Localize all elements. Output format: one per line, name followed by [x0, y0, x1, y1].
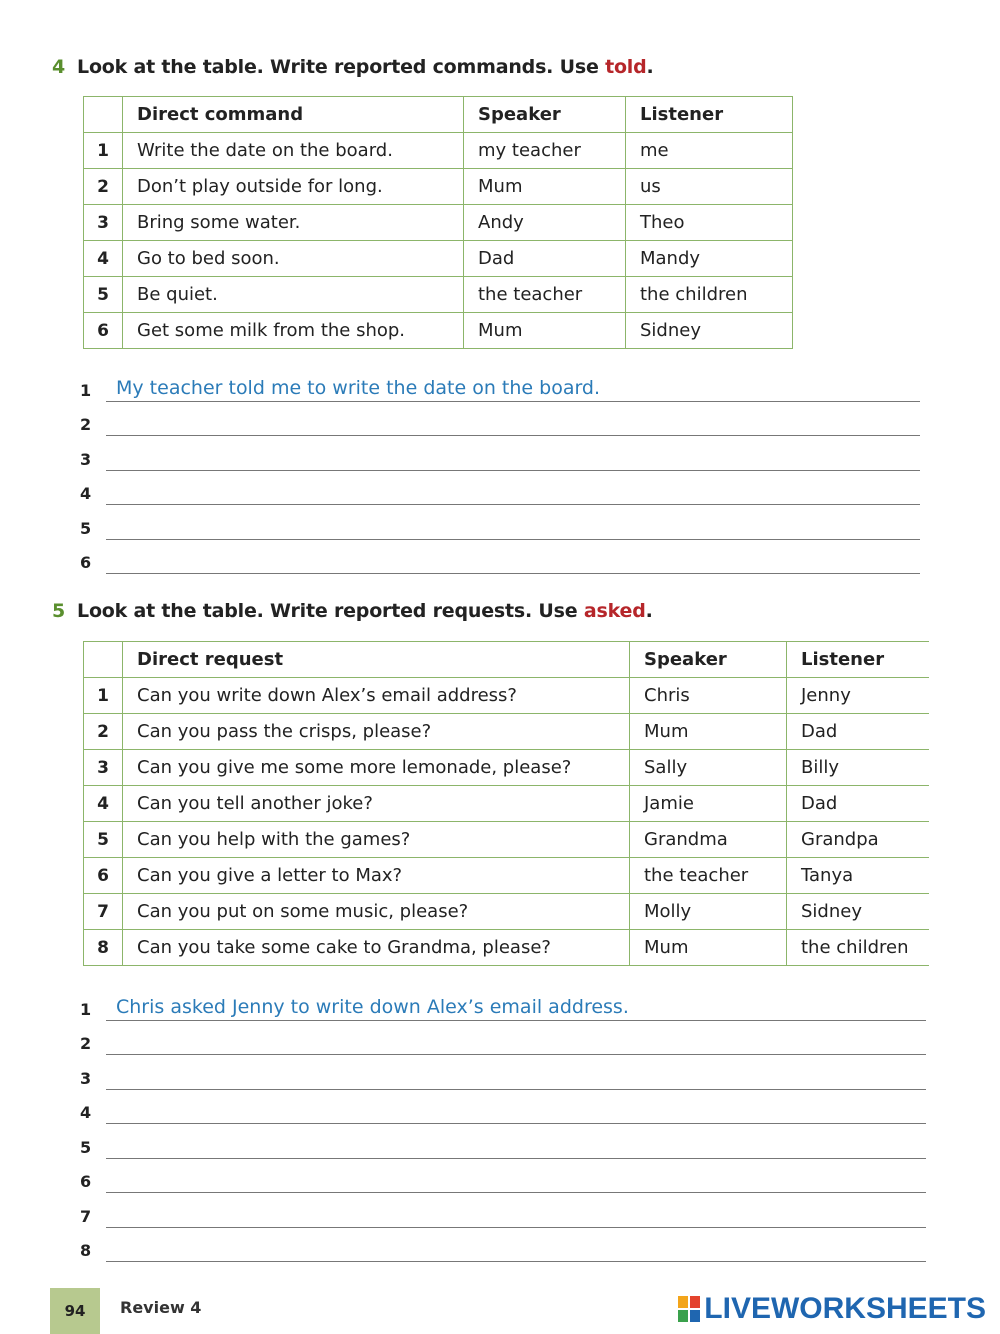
answer-line-4-6[interactable]: 6: [80, 546, 920, 574]
liveworksheets-logo[interactable]: [678, 1292, 986, 1326]
header-listener: Listener: [626, 97, 793, 133]
instruction: Look at the table. Write reported commands. Use: [77, 56, 606, 78]
answer-line-4-5[interactable]: 5: [80, 512, 920, 540]
answer-field[interactable]: [106, 513, 920, 540]
table-row: 5 Can you help with the games? Grandma Grandpa: [84, 822, 930, 858]
handwritten-answer: My teacher told me to write the date on the board.: [116, 377, 601, 399]
exercise-number: 4: [52, 56, 66, 78]
table-row: 1 Can you write down Alex’s email address? Chris Jenny: [84, 678, 930, 714]
answer-line-5-2[interactable]: 2: [80, 1027, 926, 1055]
table-row: 2 Can you pass the crisps, please? Mum Dad: [84, 714, 930, 750]
keyword: asked: [583, 600, 646, 622]
table-row: 4 Go to bed soon. Dad Mandy: [84, 241, 793, 277]
exercise-number: 5: [52, 600, 66, 622]
answer-line-5-1[interactable]: 1 Chris asked Jenny to write down Alex’s email address.: [80, 993, 926, 1021]
header-speaker: Speaker: [630, 642, 787, 678]
answer-line-4-3[interactable]: 3: [80, 443, 920, 471]
table-row: 3 Can you give me some more lemonade, please? Sally Billy: [84, 750, 930, 786]
header-direct-command: Direct command: [123, 97, 464, 133]
table-row: 4 Can you tell another joke? Jamie Dad: [84, 786, 930, 822]
exercise-5-heading: 5 Look at the table. Write reported requests. Use asked.: [52, 600, 653, 622]
page-number: 94: [50, 1288, 100, 1334]
table-row: 3 Bring some water. Andy Theo: [84, 205, 793, 241]
keyword: told: [605, 56, 647, 78]
handwritten-answer: Chris asked Jenny to write down Alex’s email address.: [116, 996, 629, 1018]
table-row: 5 Be quiet. the teacher the children: [84, 277, 793, 313]
answer-field[interactable]: [106, 1132, 926, 1159]
table-row: 6 Can you give a letter to Max? the teacher Tanya: [84, 858, 930, 894]
answer-line-5-7[interactable]: 7: [80, 1200, 926, 1228]
answer-field[interactable]: [106, 547, 920, 574]
header-direct-request: Direct request: [123, 642, 630, 678]
commands-table: [83, 96, 793, 349]
answer-field[interactable]: [106, 1201, 926, 1228]
header-number: [84, 97, 123, 133]
table-header-row: [84, 642, 930, 678]
table-row: 1 Write the date on the board. my teacher me: [84, 133, 793, 169]
table-row: 2 Don’t play outside for long. Mum us: [84, 169, 793, 205]
answer-field[interactable]: [106, 1235, 926, 1262]
header-listener: Listener: [787, 642, 930, 678]
answer-line-5-5[interactable]: 5: [80, 1131, 926, 1159]
answer-field[interactable]: [106, 1028, 926, 1055]
answer-field[interactable]: [106, 994, 926, 1021]
instruction: Look at the table. Write reported requests. Use: [77, 600, 584, 622]
header-speaker: Speaker: [464, 97, 626, 133]
brand-text: LIVEWORKSHEETS: [704, 1292, 986, 1325]
answer-field[interactable]: [106, 375, 920, 402]
answer-line-4-1[interactable]: 1 My teacher told me to write the date on the board.: [80, 374, 920, 402]
answer-line-5-3[interactable]: 3: [80, 1062, 926, 1090]
answer-field[interactable]: [106, 444, 920, 471]
answer-line-5-6[interactable]: 6: [80, 1165, 926, 1193]
exercise-4-heading: 4 Look at the table. Write reported commands. Use told.: [52, 56, 654, 78]
answer-line-4-4[interactable]: 4: [80, 477, 920, 505]
table-row: 8 Can you take some cake to Grandma, please? Mum the children: [84, 930, 930, 966]
answer-field[interactable]: [106, 1166, 926, 1193]
footer-title: Review 4: [120, 1298, 202, 1317]
requests-table: [83, 641, 929, 966]
table-row: 6 Get some milk from the shop. Mum Sidney: [84, 313, 793, 349]
answer-line-5-8[interactable]: 8: [80, 1234, 926, 1262]
answer-field[interactable]: [106, 1063, 926, 1090]
table-header-row: [84, 97, 793, 133]
table-row: 7 Can you put on some music, please? Molly Sidney: [84, 894, 930, 930]
answer-line-4-2[interactable]: 2: [80, 408, 920, 436]
answer-field[interactable]: [106, 1097, 926, 1124]
header-number: [84, 642, 123, 678]
answer-field[interactable]: [106, 478, 920, 505]
answer-field[interactable]: [106, 409, 920, 436]
logo-icon: [678, 1296, 700, 1322]
answer-line-5-4[interactable]: 4: [80, 1096, 926, 1124]
